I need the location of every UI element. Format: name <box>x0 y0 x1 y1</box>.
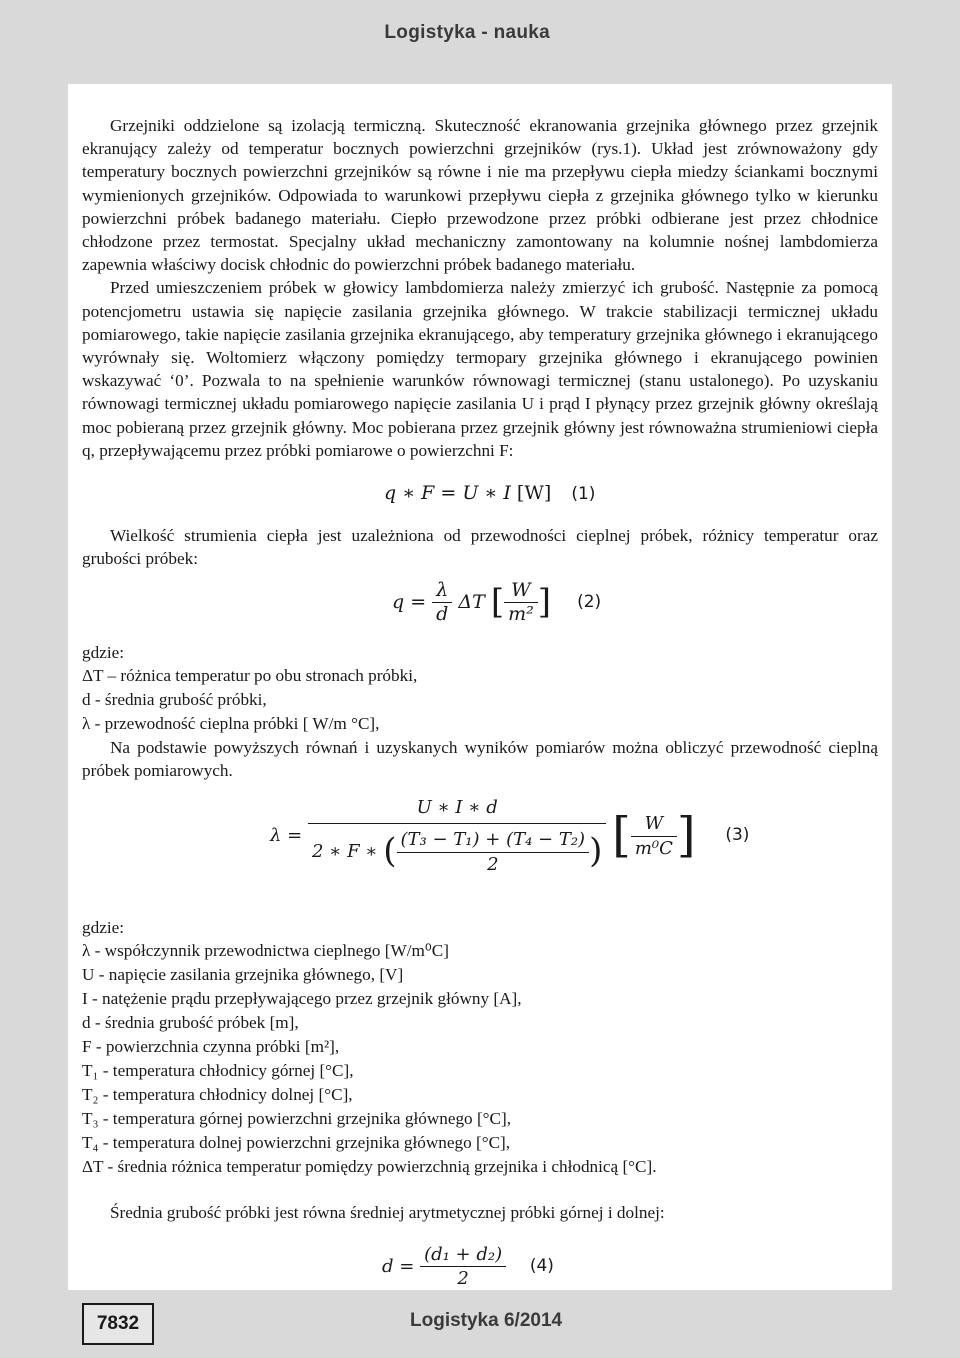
eq2-numerator: λ <box>432 579 452 603</box>
eq3-inner-numerator: (T₃ − T₁) + (T₄ − T₂) <box>397 828 590 852</box>
definitions-list-1 <box>82 664 878 736</box>
eq2-denominator: d <box>436 602 449 625</box>
eq2-bracket-close: ] <box>537 581 552 622</box>
eq2-unit-numerator: W <box>504 579 538 603</box>
eq2-bracket-open: [ <box>490 581 505 622</box>
page-number: 7832 <box>82 1303 154 1345</box>
definition-item: λ - współczynnik przewodnictwa cieplnego [W/m⁰C] <box>82 941 449 961</box>
equation-3 <box>270 796 878 906</box>
eq3-lhs: λ = <box>270 825 303 847</box>
eq2-unit-denominator: m² <box>508 602 534 625</box>
eq3-unit-numerator: W <box>631 812 677 836</box>
definition-item: T₁ - temperatura chłodnicy górnej [°C], <box>82 1061 354 1081</box>
eq4-lhs: d = <box>382 1255 415 1277</box>
paragraph-4: Na podstawie powyższych równań i uzyskanych wyników pomiarów można obliczyć przewodność cieplną próbek pomiarowych. <box>82 737 878 781</box>
eq3-paren-close: ) <box>589 831 603 872</box>
equation-4 <box>382 1243 878 1290</box>
eq3-fraction <box>308 796 606 876</box>
eq3-label: (3) <box>725 825 750 846</box>
definition-item: T₃ - temperatura górnej powierzchni grzejnika głównego [°C], <box>82 1109 512 1129</box>
eq3-den-prefix: 2 ∗ F ∗ <box>311 841 378 863</box>
eq4-label: (4) <box>529 1255 554 1276</box>
definition-item: ΔT – różnica temperatur po obu stronach próbki, <box>82 665 418 685</box>
definitions-list-2 <box>82 939 878 1179</box>
eq3-inner-denominator: 2 <box>487 853 499 875</box>
eq3-unit <box>631 812 677 859</box>
eq2-unit <box>504 579 538 626</box>
where-label-1: gdzie: <box>82 642 124 662</box>
eq3-denominator <box>308 824 606 875</box>
running-header: Logistyka - nauka <box>384 22 550 43</box>
eq2-lhs: q = <box>392 590 427 613</box>
definition-item: U - napięcie zasilania grzejnika głównego, [V] <box>82 965 404 985</box>
eq4-numerator: (d₁ + d₂) <box>420 1243 506 1267</box>
page-sheet <box>68 84 892 1290</box>
definition-item: F - powierzchnia czynna próbki [m²], <box>82 1037 340 1057</box>
paragraph-3: Wielkość strumienia ciepła jest uzależniona od przewodności cieplnej próbek, różnicy temperatur oraz grubości próbek: <box>82 526 878 569</box>
paragraph-5: Średnia grubość próbki jest równa średniej arytmetycznej próbki górnej i dolnej: <box>110 1203 665 1223</box>
equation-1 <box>384 482 878 506</box>
paragraph-2: Przed umieszczeniem próbek w głowicy lambdomierza należy zmierzyć ich grubość. Następnie za pomocą potencjometru ustawia się napięcie zasilania grzejnika głównego. W trakcie stabilizacji termicznej układu pomiarowego, takie napięcie zasilania grzejnika ekranującego, aby temperatury grzejnika głównego i ekranującego wyrównały się. Woltomierz włączony pomiędzy termopary grzejnika głównego i ekranującego powinien wskazywać ‘0’. Pozwala to na spełnienie warunków równowagi termicznej (stanu ustalonego). Po uzyskaniu równowagi termicznej układu pomiarowego napięcie zasilania U i prąd I płynący przez grzejnik główny określają moc pobieraną przez grzejnik główny. Moc pobierana przez grzejnik główny jest równoważna strumieniowi ciepła q, przepływającemu przez próbki pomiarowe o powierzchni F: <box>82 278 878 460</box>
eq1-label: (1) <box>571 484 596 505</box>
eq3-bracket-close: ] <box>676 807 696 864</box>
definition-item: d - średnia grubość próbek [m], <box>82 1013 299 1033</box>
definition-item: T₂ - temperatura chłodnicy dolnej [°C], <box>82 1085 353 1105</box>
eq3-paren-open: ( <box>383 831 397 872</box>
eq3-unit-denominator: m⁰C <box>634 837 673 859</box>
definition-item: T₄ - temperatura dolnej powierzchni grzejnika głównego [°C], <box>82 1133 511 1153</box>
definition-item: ΔT - średnia różnica temperatur pomiędzy powierzchnią grzejnika i chłodnicą [°C]. <box>82 1157 657 1177</box>
definition-item: I - natężenie prądu przepływającego przez grzejnik główny [A], <box>82 989 522 1009</box>
journal-issue: Logistyka 6/2014 <box>410 1310 563 1331</box>
eq3-numerator: U ∗ I ∗ d <box>308 796 606 824</box>
paragraph-1: Grzejniki oddzielone są izolacją termiczną. Skuteczność ekranowania grzejnika głównego przez grzejnik ekranujący zależy od temperatur bocznych powierzchni grzejników (rys.1). Układ jest zrównoważony gdy temperatury bocznych powierzchni grzejników są równe i nie ma przepływu ciepła miedzy ściankami bocznymi wymienionych grzejników. Odpowiada to warunkowi przepływu ciepła z grzejnika głównego tylko w kierunku powierzchni próbek badanego materiału. Ciepło przewodzone przez próbki odbierane jest przez chłodnice chłodzone przez termostat. Specjalny układ mechaniczny zamontowany na kolumnie nośnej lambdomierza zapewnia właściwy docisk chłodnic do powierzchni próbek badanego materiału. <box>82 116 878 275</box>
equation-2 <box>392 579 878 641</box>
eq2-delta: ΔT <box>458 590 485 613</box>
definition-item: λ - przewodność cieplna próbki [ W/m °C], <box>82 713 380 733</box>
eq3-inner-fraction <box>397 828 590 875</box>
eq2-label: (2) <box>577 591 602 612</box>
eq1-expression: q ∗ F = U ∗ I <box>384 482 511 505</box>
eq4-denominator: 2 <box>457 1267 469 1289</box>
definition-item: d - średnia grubość próbki, <box>82 689 267 709</box>
eq4-fraction <box>420 1243 506 1290</box>
article-body <box>82 114 878 1290</box>
eq1-unit: [W] <box>516 482 552 505</box>
eq3-bracket-open: [ <box>612 807 631 864</box>
where-label-2: gdzie: <box>82 918 124 938</box>
eq2-fraction <box>432 579 452 626</box>
